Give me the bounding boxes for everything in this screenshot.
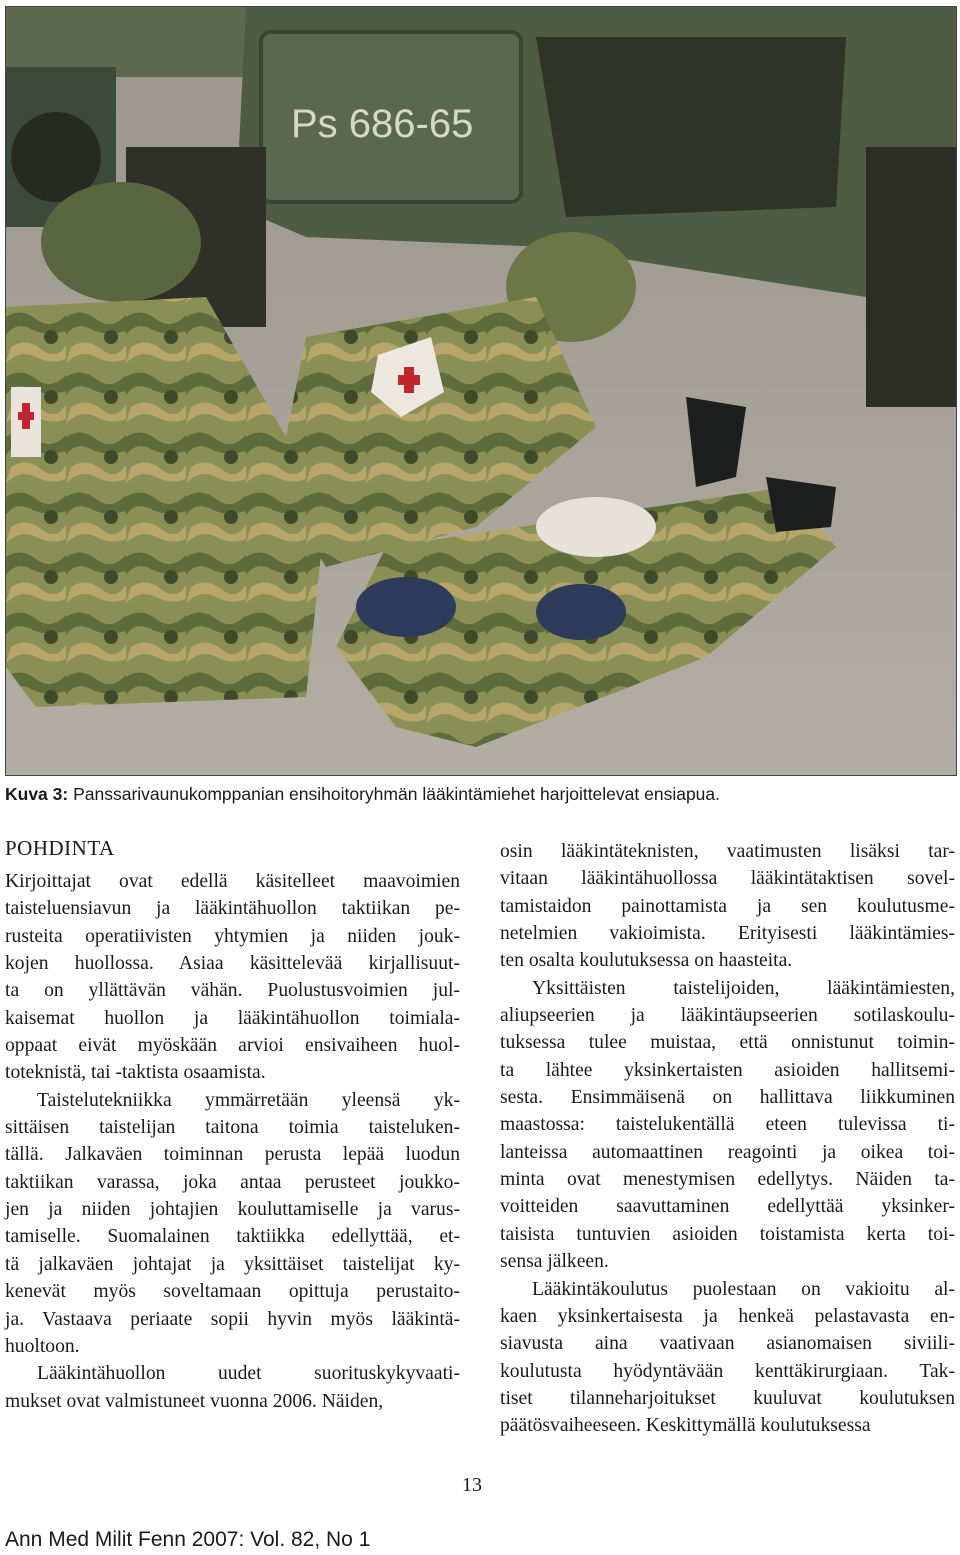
caption-text: Panssarivaunukomppanian ensihoitoryhmän lääkintämiehet harjoittelevat ensiapua. [68, 784, 721, 804]
text-line: jen ja niiden johtajien kouluttamiselle ja varus- [5, 1199, 460, 1221]
right-column [500, 838, 955, 1440]
text-line: ta lähtee yksinkertaisten asioiden hallitsemi- [500, 1059, 955, 1081]
text-line: kaisemat huollon ja lääkintähuollon toimiala- [5, 1007, 460, 1029]
text-line: sittäisen taistelijan taitona toimia taisteluken- [5, 1117, 460, 1139]
text-line: taisista tuntuvien asioiden toistamista kerta toi- [500, 1223, 955, 1245]
text-line: tiset tilanneharjoitukset kuuluvat koulutuksen [500, 1387, 955, 1409]
text-line: Lääkintähuollon uudet suorituskykyvaati- [37, 1363, 460, 1385]
photo-illustration [6, 7, 956, 775]
paragraph [5, 1087, 460, 1360]
text-line: sensa jälkeen. [500, 1251, 609, 1273]
text-line: rusteita operatiivisten yhtymien ja niiden jouk- [5, 925, 460, 947]
text-line: ten osalta koulutuksessa on haasteita. [500, 950, 793, 972]
left-column [5, 868, 460, 1415]
text-line: maastossa: taistelukentällä eteen tulevissa ti- [500, 1114, 955, 1136]
text-line: netelmien vakioimista. Erityisesti lääkintämies- [500, 923, 955, 945]
paragraph [500, 838, 955, 975]
text-line: Yksittäisten taistelijoiden, lääkintämiesten, [532, 977, 955, 999]
paragraph [5, 868, 460, 1087]
text-line: Taistelutekniikka ymmärretään yleensä yk- [37, 1089, 460, 1111]
paragraph [500, 975, 955, 1276]
text-line: kenevät myös soveltamaan opittuja perustaito- [5, 1281, 460, 1303]
text-line: vitaan lääkintähuollossa lääkintätaktisen sovel- [500, 868, 955, 890]
paragraph [500, 1276, 955, 1440]
section-heading: POHDINTA [5, 836, 115, 860]
text-line: Kirjoittajat ovat edellä käsitelleet maavoimien [5, 871, 460, 892]
text-line: Lääkintäkoulutus puolestaan on vakioitu al- [532, 1278, 955, 1300]
journal-footer: Ann Med Milit Fenn 2007: Vol. 82, No 1 [5, 1528, 371, 1551]
text-line: osin lääkintäteknisten, vaatimusten lisäksi tar- [500, 841, 955, 862]
text-line: kaen yksinkertaisesta ja henkeä pelastavasta en- [500, 1305, 955, 1327]
figure-caption [5, 782, 955, 806]
caption-label: Kuva 3: [5, 784, 69, 804]
text-line: tällä. Jalkaväen toiminnan perusta lepää luodun [5, 1144, 460, 1166]
page-number: 13 [462, 1474, 482, 1496]
text-line: huoltoon. [5, 1335, 80, 1357]
text-line: lanteissa automaattinen reagointi ja oikea toi- [500, 1141, 955, 1163]
text-line: tä jalkaväen johtajat ja yksittäiset taistelijat ky- [5, 1253, 460, 1275]
text-line: ja. Vastaava periaate sopii hyvin myös lääkintä- [5, 1308, 460, 1330]
text-line: siavusta aina vaativaan asianomaisen siviili- [500, 1333, 955, 1355]
text-line: minta ovat menestymisen edellytys. Näiden ta- [500, 1169, 955, 1191]
text-line: sesta. Ensimmäisenä on hallittava liikkuminen [500, 1087, 955, 1109]
text-line: mukset ovat valmistuneet vuonna 2006. Näiden, [5, 1390, 384, 1412]
text-line: taktiikan varassa, joka antaa perusteet joukko- [5, 1171, 460, 1193]
text-line: tamistaidon painottamista ja sen koulutusme- [500, 895, 955, 917]
text-line: taisteluensiavun ja lääkintähuollon taktiikan pe- [5, 898, 460, 920]
text-line: oppaat eivät myöskään arvioi ensivaiheen huol- [5, 1035, 460, 1057]
text-line: päätösvaiheeseen. Keskittymällä koulutuksessa [500, 1415, 871, 1437]
text-line: kojen huollossa. Asiaa käsittelevää kirjallisuut- [5, 953, 460, 975]
text-line: aliupseerien ja lääkintäupseerien sotilaskoulu- [500, 1005, 955, 1027]
text-line: tuksessa tulee muistaa, että onnistunut toimin- [500, 1032, 955, 1054]
paragraph [5, 1360, 460, 1415]
text-line: koulutusta hyödyntävään kenttäkirurgiaan. Tak- [500, 1360, 955, 1382]
helmet-left [41, 182, 201, 302]
text-line: ta on yllättävän vähän. Puolustusvoimien jul- [5, 980, 460, 1002]
figure-photo [5, 6, 957, 776]
text-line: tamiselle. Suomalainen taktiikka edellyttää, et- [5, 1226, 460, 1248]
vehicle-marking: Ps 686-65 [291, 102, 474, 146]
text-line: voitteiden saavuttaminen edellyttää yksinker- [500, 1196, 955, 1218]
text-line: toteknistä, tai -taktista osaamista. [5, 1062, 266, 1084]
